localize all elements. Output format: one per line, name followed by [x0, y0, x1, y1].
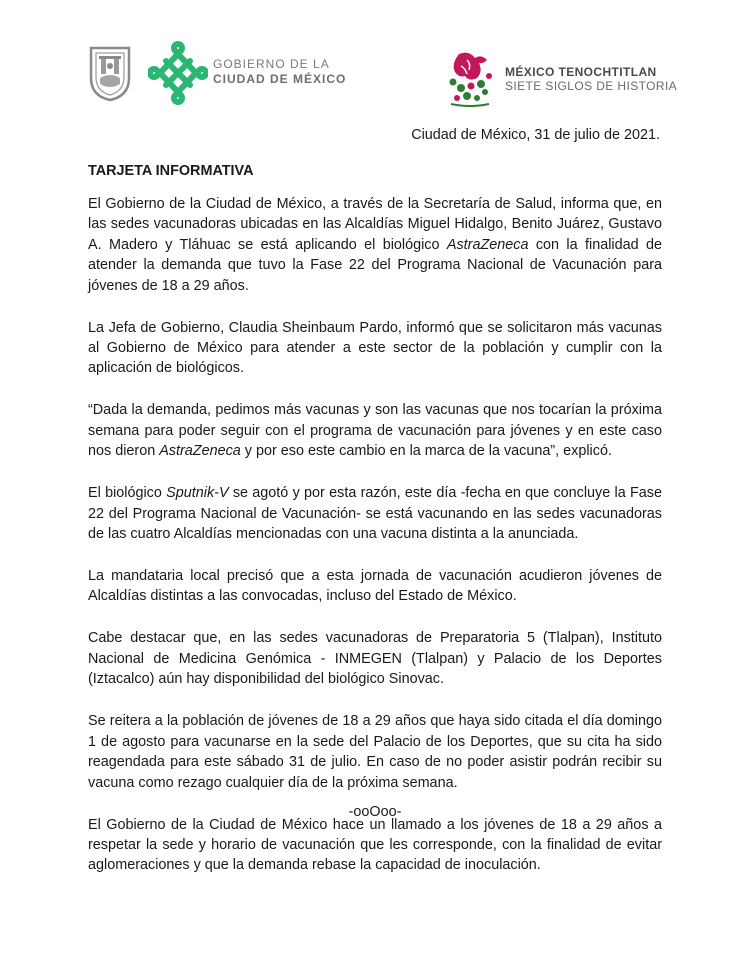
paragraph-8-text: El Gobierno de la Ciudad de México hace un llamado a los jóvenes de 18 a 29 años a respetar la sede y horario de vacunación que les corresponde, con la finalidad de evitar aglomeraciones y que la demanda rebase la capacidad de inoculación.: [88, 816, 662, 874]
coat-of-arms-icon: [88, 44, 132, 102]
tenochtitlan-wordmark: [505, 65, 677, 93]
paragraph-4: [88, 483, 662, 544]
cdmx-logo-icon: [148, 40, 208, 106]
paragraph-2-text: La Jefa de Gobierno, Claudia Sheinbaum Pardo, informó que se solicitaron más vacunas al Gobierno de México para atender a este sector de la población y cumplir con la aplicación de biológicos.: [88, 319, 662, 377]
tenochtitlan-line-1: MÉXICO TENOCHTITLAN: [505, 65, 657, 79]
gobierno-cdmx-wordmark: [213, 57, 346, 87]
paragraph-3-text-end: y por eso este cambio en la marca de la vacuna”, explicó.: [240, 443, 612, 460]
paragraph-1-text-end: con la finalidad de atender la demanda que tuvo la Fase 22 del Programa Nacional de Vacunación para jóvenes de 18 a 29 años.: [88, 236, 662, 294]
gobierno-line-2: CIUDAD DE MÉXICO: [213, 72, 347, 86]
closing-mark: -ooOoo-: [348, 804, 402, 820]
paragraph-6-text: Cabe destacar que, en las sedes vacunadoras de Preparatoria 5 (Tlalpan), Instituto Nacional de Medicina Genómica - INMEGEN (Tlalpan) y Palacio de los Deportes (Iztacalco) aún hay disponibilidad del biológico Sinovac.: [88, 630, 662, 688]
paragraph-3-italic: AstraZeneca: [159, 443, 241, 460]
paragraph-5: [88, 566, 662, 607]
gobierno-line-1: GOBIERNO DE LA: [213, 57, 330, 71]
tenochtitlan-logo-icon: [445, 48, 495, 108]
tenochtitlan-line-2: SIETE SIGLOS DE HISTORIA: [505, 79, 678, 93]
paragraph-7-text: Se reitera a la población de jóvenes de 18 a 29 años que haya sido citada el día domingo 1 de agosto para vacunarse en la sede del Palacio de los Deportes, que su cita ha sido reagendada para este sábado 31 de julio. En caso de no poder asistir podrán recibir su vacuna como rezago cualquier día de la próxima semana.: [88, 713, 662, 791]
document-date: Ciudad de México, 31 de julio de 2021.: [411, 127, 660, 143]
paragraph-3: [88, 400, 662, 461]
paragraph-1: [88, 194, 662, 296]
paragraph-1-text: El Gobierno de la Ciudad de México, a través de la Secretaría de Salud, informa que, en las sedes vacunadoras ubicadas en las Alcaldías Miguel Hidalgo, Benito Juárez, Gustavo A. Madero y Tláhuac se está aplicando el biológico: [88, 196, 662, 253]
paragraph-2: [88, 318, 662, 379]
paragraph-4-text-end: se agotó y por esta razón, este día -fecha en que concluye la Fase 22 del Programa Nacional de Vacunación- se está vacunando en las sedes vacunadoras de las cuatro Alcaldías mencionadas con una vacuna distinta a la anunciada.: [88, 485, 662, 543]
paragraph-3-text: “Dada la demanda, pedimos más vacunas y son las vacunas que nos tocarían la próxima semana para poder seguir con el programa de vacunación para jóvenes y en este caso nos dieron: [88, 402, 662, 460]
paragraph-4-text: El biológico: [88, 485, 167, 502]
paragraph-5-text: La mandataria local precisó que a esta jornada de vacunación acudieron jóvenes de Alcaldías distintas a las convocadas, incluso del Estado de México.: [88, 568, 662, 605]
document-body: [88, 194, 662, 897]
paragraph-7: [88, 711, 662, 793]
paragraph-6: [88, 628, 662, 689]
paragraph-8: [88, 815, 662, 876]
paragraph-4-italic: Sputnik-V: [166, 485, 229, 502]
letterhead: [0, 0, 750, 125]
paragraph-1-italic: AstraZeneca: [446, 236, 529, 253]
document-heading: TARJETA INFORMATIVA: [88, 163, 254, 179]
